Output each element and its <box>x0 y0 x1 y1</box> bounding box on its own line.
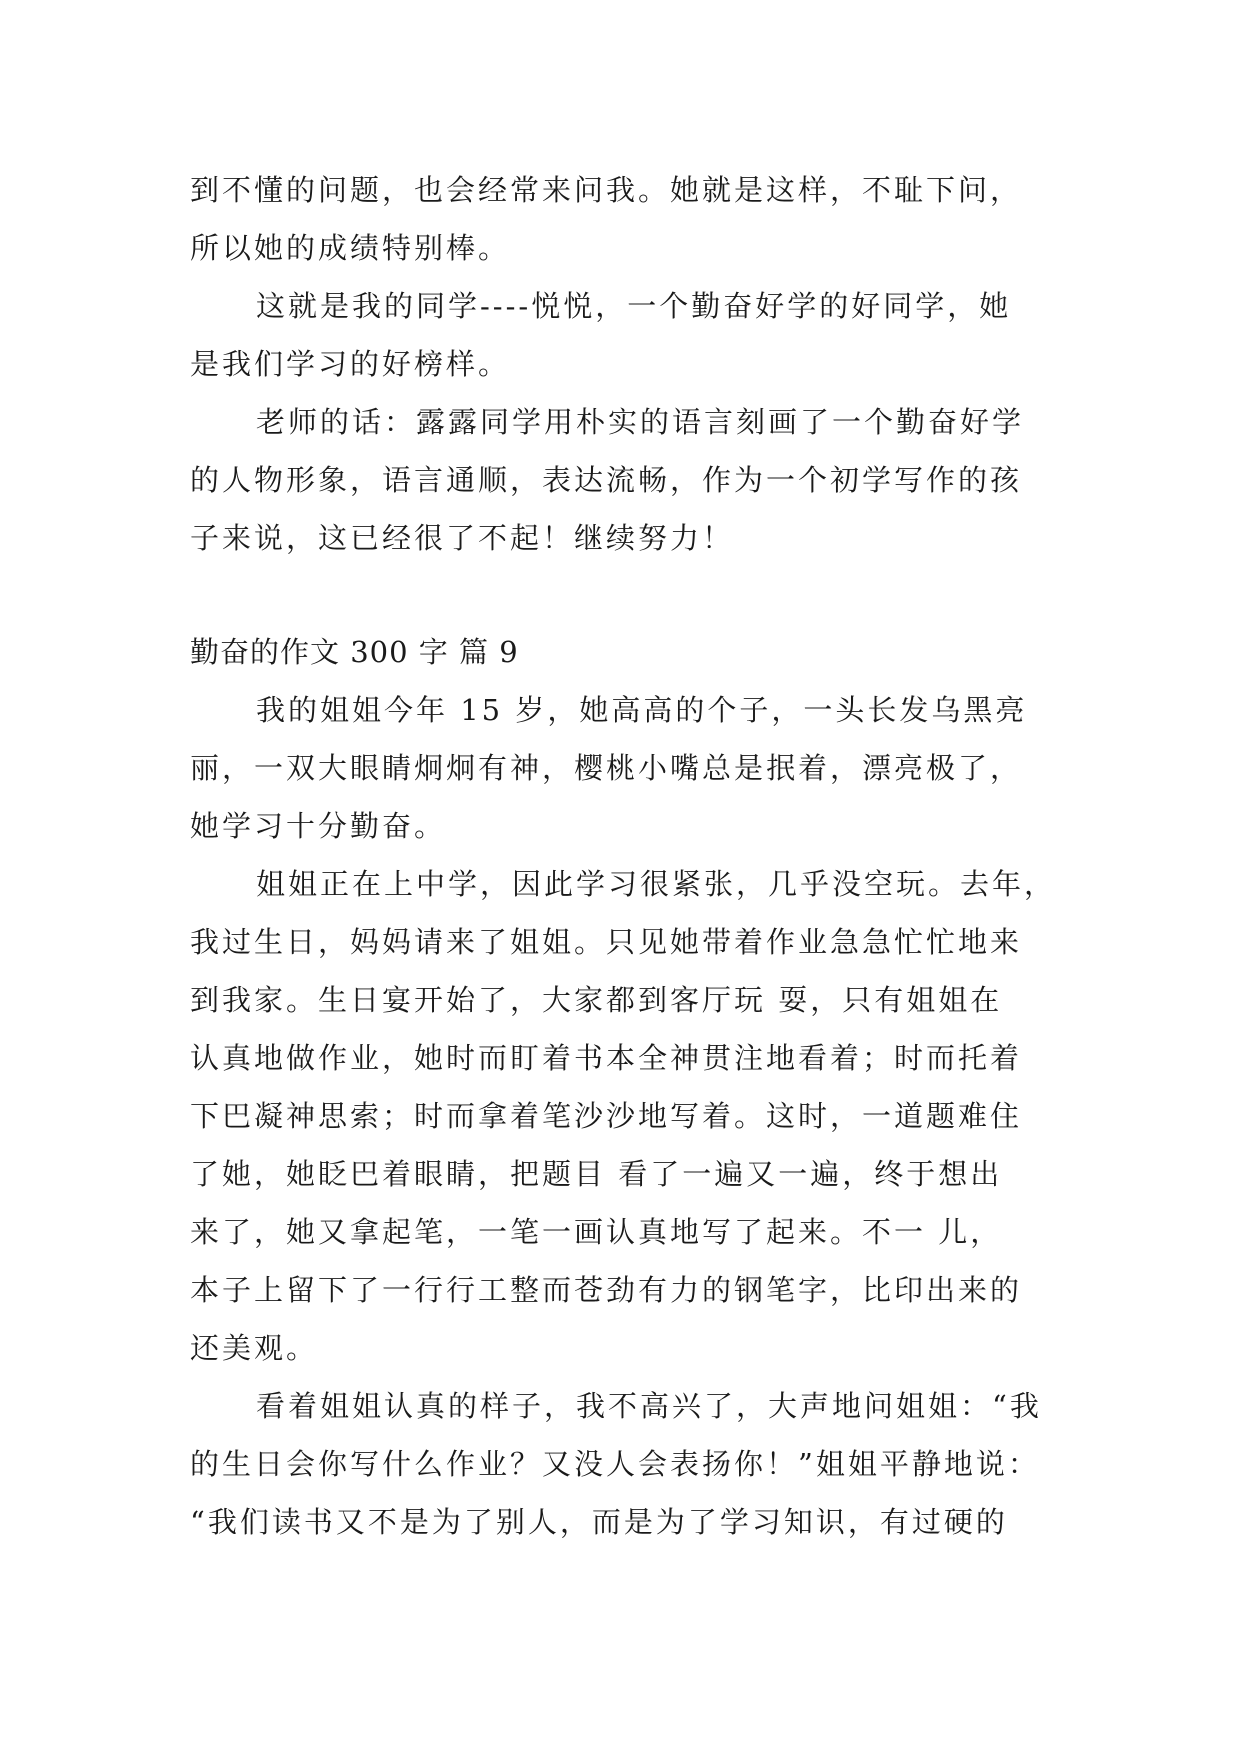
paragraph-line: 看着姐姐认真的样子，我不高兴了，大声地问姐姐：“我 <box>256 1389 1042 1423</box>
paragraph-line: 到我家。生日宴开始了，大家都到客厅玩 耍，只有姐姐在 <box>190 983 1003 1017</box>
paragraph-line: 到不懂的问题，也会经常来问我。她就是这样，不耻下问， <box>190 173 1023 207</box>
teacher-comment-line: 的人物形象，语言通顺，表达流畅，作为一个初学写作的孩 <box>190 463 1023 497</box>
paragraph-line: 是我们学习的好榜样。 <box>190 347 511 381</box>
paragraph-line: 的生日会你写什么作业？又没人会表扬你！”姐姐平静地说： <box>190 1447 1040 1481</box>
paragraph-line: 我的姐姐今年 15 岁，她高高的个子，一头长发乌黑亮 <box>256 693 1028 727</box>
paragraph-line: 还美观。 <box>190 1331 319 1365</box>
teacher-comment-line: 老师的话：露露同学用朴实的语言刻画了一个勤奋好学 <box>256 405 1025 439</box>
paragraph-line: 认真地做作业，她时而盯着书本全神贯注地看着；时而托着 <box>190 1041 1023 1075</box>
teacher-comment-line: 子来说，这已经很了不起！继续努力！ <box>190 521 735 555</box>
paragraph-line: 这就是我的同学----悦悦，一个勤奋好学的好同学，她 <box>256 289 1012 323</box>
paragraph-line: 她学习十分勤奋。 <box>190 809 447 843</box>
paragraph-line: 本子上留下了一行行工整而苍劲有力的钢笔字，比印出来的 <box>190 1273 1023 1307</box>
paragraph-line: 了她，她眨巴着眼睛，把题目 看了一遍又一遍，终于想出 <box>190 1157 1003 1191</box>
section-heading: 勤奋的作文 300 字 篇 9 <box>190 635 519 669</box>
paragraph-line: “我们读书又不是为了别人，而是为了学习知识，有过硬的 <box>190 1505 1008 1539</box>
paragraph-line: 我过生日，妈妈请来了姐姐。只见她带着作业急急忙忙地来 <box>190 925 1023 959</box>
paragraph-line: 下巴凝神思索；时而拿着笔沙沙地写着。这时，一道题难住 <box>190 1099 1023 1133</box>
paragraph-line: 姐姐正在上中学，因此学习很紧张，几乎没空玩。去年， <box>256 867 1057 901</box>
paragraph-line: 来了，她又拿起笔，一笔一画认真地写了起来。不一 儿， <box>190 1215 1003 1249</box>
paragraph-line: 丽，一双大眼睛炯炯有神，樱桃小嘴总是抿着，漂亮极了， <box>190 751 1023 785</box>
paragraph-line: 所以她的成绩特别棒。 <box>190 231 511 265</box>
